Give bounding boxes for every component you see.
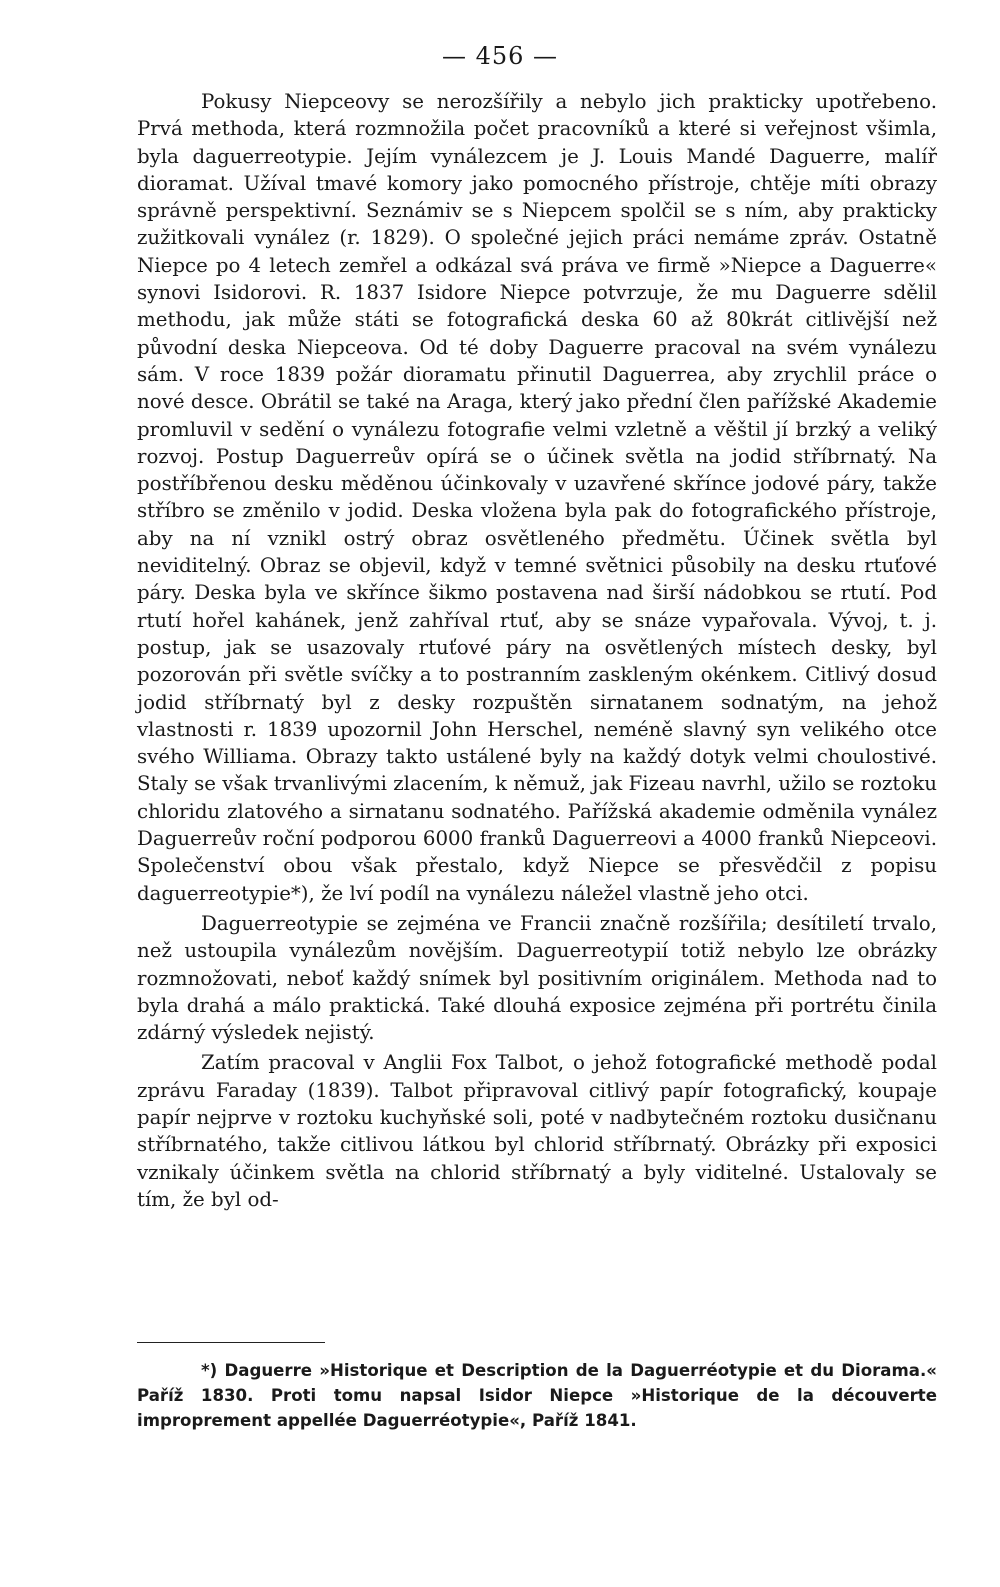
body-text: [137, 88, 937, 1213]
page-number: — 456 —: [441, 42, 559, 70]
paragraph: Daguerreotypie se zejména ve Francii značně rozšířila; desítiletí trvalo, než ustoupila vynálezům novějším. Daguerreotypií totiž nebylo lze obrázky rozmnožovati, neboť každý snímek byl positivním originálem. Methoda nad to byla drahá a málo praktická. Také dlouhá exposice zejména při portrétu činila zdárný výsledek nejistý.: [137, 911, 937, 1045]
footnote: *) Daguerre »Historique et Description de la Daguerréotypie et du Diorama.« Paříž 1830. Proti tomu napsal Isidor Niepce »Historique de la découverte improprement appellée Daguerréotypie«, Paříž 1841.: [137, 1361, 937, 1430]
paragraph: Zatím pracoval v Anglii Fox Talbot, o jehož fotografické methodě podal zprávu Faraday (1839). Talbot připravoval citlivý papír fotografický, koupaje papír nejprve v roztoku kuchyňské soli, poté v nadbytečném roztoku dusičnanu stříbrnatého, takže citlivou látkou byl chlorid stříbrnatý. Obrázky při exposici vznikaly účinkem světla na chlorid stříbrnatý a byly viditelné. Ustalovaly se tím, že byl od-: [137, 1051, 937, 1211]
paragraph: Pokusy Niepceovy se nerozšířily a nebylo jich prakticky upotřebeno. Prvá methoda, která rozmnožila počet pracovníků a které si veřejnost všimla, byla daguerreotypie. Jejím vynálezcem je J. Louis Mandé Daguerre, malíř dioramat. Užíval tmavé komory jako pomocného přístroje, chtěje míti obrazy správně perspektivní. Seznámiv se s Niepcem spolčil se s ním, aby prakticky zužitkovali vynález (r. 1829). O společné jejich práci nemáme zpráv. Ostatně Niepce po 4 letech zemřel a odkázal svá práva ve firmě »Niepce a Daguerre« synovi Isidorovi. R. 1837 Isidore Niepce potvrzuje, že mu Daguerre sdělil methodu, jak může státi se fotografická deska 60 až 80krát citlivější než původní deska Niepceova. Od té doby Daguerre pracoval na svém vynálezu sám. V roce 1839 požár dioramatu přinutil Daguerrea, aby zrychlil práce o nové desce. Obrátil se také na Araga, který jako přední člen pařížské Akademie promluvil v sedění o vynálezu fotografie velmi vzletně a věštil jí brzký a veliký rozvoj. Postup Daguerreův opírá se o účinek světla na jodid stříbrnatý. Na postříbřenou desku měděnou účinkovaly v uzavřené skřínce jodové páry, takže stříbro se změnilo v jodid. Deska vložena byla pak do fotografického přístroje, aby na ní vznikl ostrý obraz osvětleného předmětu. Účinek světla byl neviditelný. Obraz se objevil, když v temné světnici působily na desku rtuťové páry. Deska byla ve skřínce šikmo postavena nad širší nádobkou se rtutí. Pod rtutí hořel kahánek, jenž zahříval rtuť, aby se snáze vypařovala. Vývoj, t. j. postup, jak se usazovaly rtuťové páry na osvětlených místech desky, byl pozorován při světle svíčky a to postranním zaskleným okénkem. Citlivý dosud jodid stříbrnatý byl z desky rozpuštěn sirnatanem sodnatým, na jehož vlastnosti r. 1839 upozornil John Herschel, neméně slavný syn velikého otce svého Williama. Obrazy takto ustálené byly na každý dotyk velmi choulostivé. Staly se však trvanlivými zlacením, k němuž, jak Fizeau navrhl, užilo se roztoku chloridu zlatového a sirnatanu sodnatého. Pařížská akademie odměnila vynález Daguerreův roční podporou 6000 franků Daguerreovi a 4000 franků Niepceovi. Společenství obou však přestalo, když Niepce se přesvědčil z popisu daguerreotypie*), že lví podíl na vynálezu náležel vlastně jeho otci.: [137, 90, 937, 905]
footnote-divider: [137, 1342, 325, 1343]
